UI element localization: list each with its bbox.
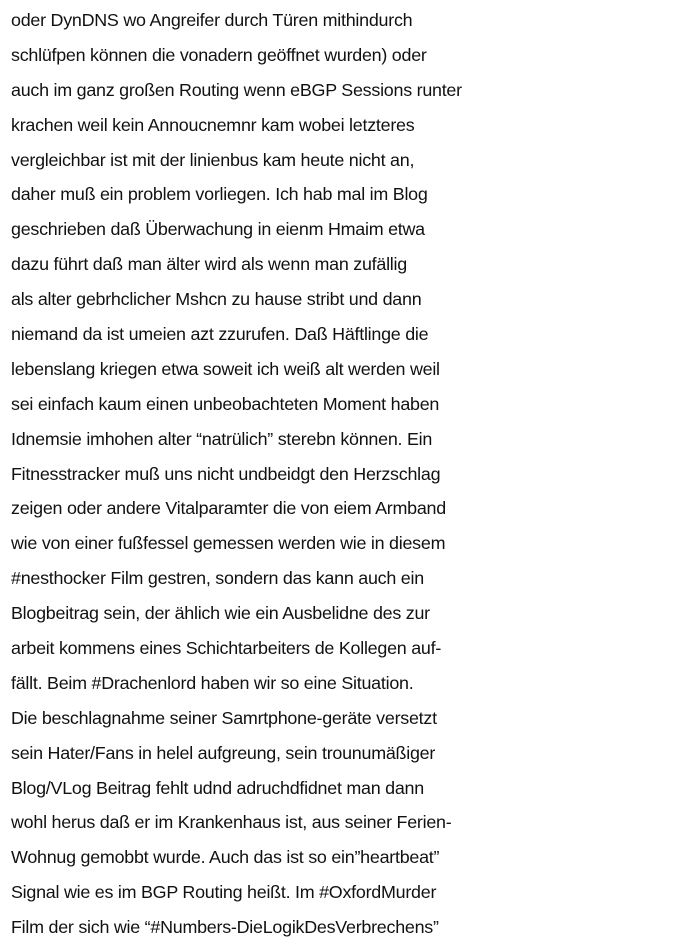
- text-line: oder DynDNS wo Angreifer durch Türen mithindurch: [11, 10, 413, 30]
- text-line: fällt. Beim #Drachenlord haben wir so eine Situation.: [11, 672, 414, 693]
- text-line: vergleichbar ist mit der linienbus kam heute nicht an,: [11, 149, 415, 170]
- text-line: als alter gebrhclicher Mshcn zu hause stribt und dann: [11, 289, 422, 310]
- text-line: geschrieben daß Überwachung in eienm Hmaim etwa: [11, 219, 425, 240]
- text-line: arbeit kommens eines Schichtarbeiters de Kollegen auf-: [11, 638, 442, 659]
- text-line: Blogbeitrag sein, der ählich wie ein Ausbelidne des zur: [11, 603, 430, 624]
- text-line: sein Hater/Fans in helel aufgreung, sein trounumäßiger: [11, 742, 436, 763]
- text-line: schlüfpen können die vonadern geöffnet wurden) oder: [11, 44, 427, 65]
- text-line: Signal wie es im BGP Routing heißt. Im #OxfordMurder: [11, 882, 437, 903]
- text-line: wohl herus daß er im Krankenhaus ist, aus seiner Ferien-: [11, 812, 452, 833]
- body-text: [11, 3, 681, 940]
- text-line: lebenslang kriegen etwa soweit ich weiß alt werden weil: [11, 358, 440, 379]
- text-line: Fitnesstracker muß uns nicht undbeidgt den Herzschlag: [11, 463, 441, 484]
- text-line: dazu führt daß man älter wird als wenn man zufällig: [11, 254, 407, 275]
- text-line: daher muß ein problem vorliegen. Ich hab mal im Blog: [11, 184, 428, 205]
- text-line: #nesthocker Film gestren, sondern das kann auch ein: [11, 568, 424, 589]
- text-line: krachen weil kein Annoucnemnr kam wobei letzteres: [11, 114, 415, 135]
- text-line: Die beschlagnahme seiner Samrtphone-geräte versetzt: [11, 707, 437, 728]
- text-line: wie von einer fußfessel gemessen werden wie in diesem: [11, 533, 446, 554]
- text-line: Wohnug gemobbt wurde. Auch das ist so ein”heartbeat”: [11, 847, 440, 868]
- text-line: niemand da ist umeien azt zzurufen. Daß Häftlinge die: [11, 324, 429, 345]
- text-line: sei einfach kaum einen unbeobachteten Moment haben: [11, 393, 440, 414]
- text-line: Blog/VLog Beitrag fehlt udnd adruchdfidnet man dann: [11, 777, 424, 798]
- text-line: Film der sich wie “#Numbers-DieLogikDesVerbrechens”: [11, 917, 439, 938]
- text-line: auch im ganz großen Routing wenn eBGP Sessions runter: [11, 79, 462, 100]
- text-line: Idnemsie imhohen alter “natrülich” sterebn können. Ein: [11, 428, 433, 449]
- text-line: zeigen oder andere Vitalparamter die von eiem Armband: [11, 498, 446, 519]
